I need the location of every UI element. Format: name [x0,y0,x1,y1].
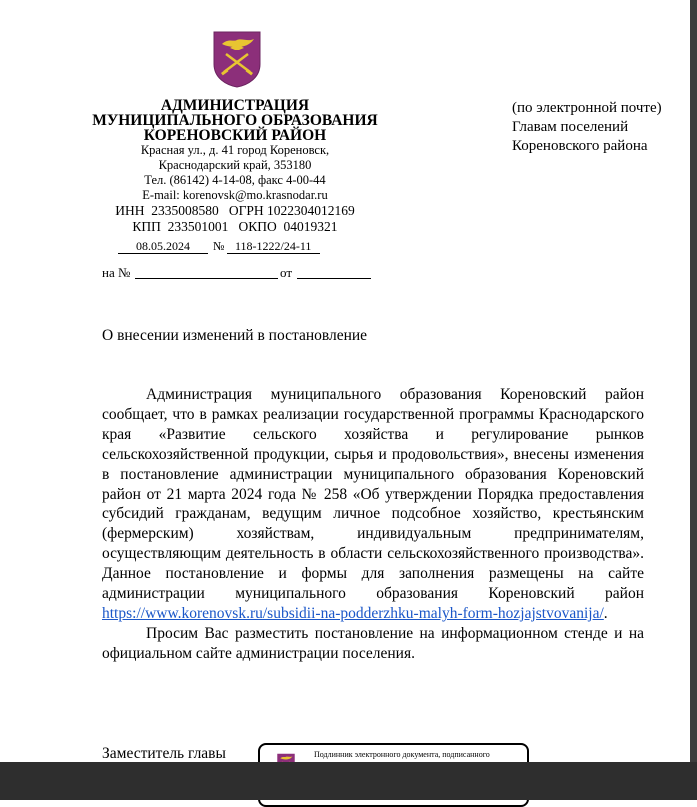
body-paragraph-1-text: Администрация муниципального образования Кореновский район сообщает, что в рамках реализации государственной программы Краснодарского края «Развитие сельского хозяйства и регулирование рынков сельскохозяйственной продукции, сырья и продовольствия», внесены изменения в постановление администрации муниципального образования Кореновский район от 21 марта 2024 года № 258 «Об утверждении Порядка предоставления субсидий гражданам, ведущим личное подсобное хозяйство, крестьянским (фермерским) хозяйствам, индивидуальным предпринимателям, осуществляющим деятельность в области сельскохозяйственного производства». Данное постановление и формы для заполнения размещены на сайте администрации муниципального образования Кореновский район [102,386,644,603]
letter-body [102,385,644,664]
kpp-okpo: КПП 233501001 ОКПО 04019321 [132,219,338,234]
registration-number: 118-1222/24-11 [235,239,312,253]
org-name-line-1: АДМИНИСТРАЦИЯ [160,97,310,114]
number-underline [227,253,320,254]
reply-number-label: на № [102,265,131,280]
addressee-delivery: (по электронной почте) [512,100,662,116]
link-suffix: . [603,604,608,622]
signer-title: Заместитель главы [102,745,226,762]
subsidy-page-link[interactable]: https://www.korenovsk.ru/subsidii-na-podderzhku-malyh-form-hozjajstvovanija/ [102,604,604,622]
viewer-scrollbar[interactable] [690,0,697,762]
body-paragraph-2: Просим Вас разместить постановление на информационном стенде и на официальном сайте администрации поселения. [102,624,644,662]
coat-of-arms-icon [212,30,262,88]
address-line-1: Красная ул., д. 41 город Кореновск, [140,143,330,157]
registration-date: 08.05.2024 [136,239,190,253]
addressee-recipients: Главам поселений [512,119,629,135]
address-line-2: Краснодарский край, 353180 [158,158,312,172]
stamp-line-1: Подлинник электронного документа, подписанного [314,750,490,759]
reply-date-line [297,278,371,279]
org-name-line-3: КОРЕНОВСКИЙ РАЙОН [143,127,327,144]
reply-number-line [135,278,278,279]
viewer-bottom-bar [0,762,697,800]
addressee-district: Кореновского района [512,138,648,154]
inn-ogrn: ИНН 2335008580 ОГРН 1022304012169 [115,203,355,218]
letter-subject: О внесении изменений в постановление [102,327,368,344]
org-name-line-2: МУНИЦИПАЛЬНОГО ОБРАЗОВАНИЯ [92,112,378,129]
phone-fax: Тел. (86142) 4-14-08, факс 4-00-44 [144,173,326,187]
reply-date-label: от [280,265,293,280]
body-paragraph-1 [102,385,644,624]
email: E-mail: korenovsk@mo.krasnodar.ru [142,188,328,202]
date-underline [118,253,208,254]
registration-number-sign: № [213,239,225,253]
